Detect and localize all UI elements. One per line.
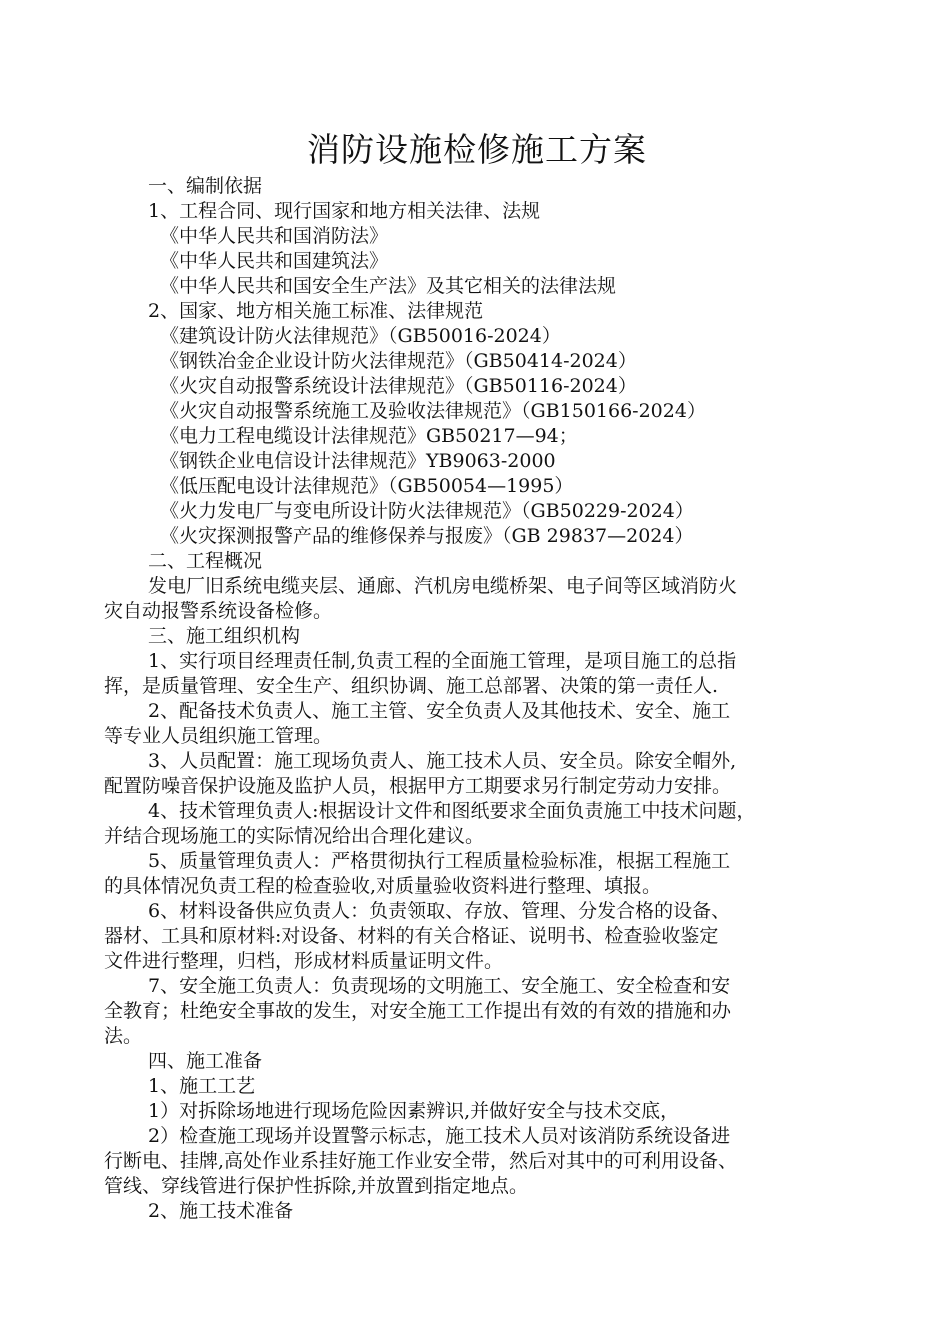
text-line: 2、国家、地方相关施工标准、法律规范 xyxy=(148,300,484,322)
text-line: 发电厂旧系统电缆夹层、通廊、汽机房电缆桥架、电子间等区域消防火 xyxy=(148,575,738,597)
text-line: 配置防噪音保护设施及监护人员，根据甲方工期要求另行制定劳动力安排。 xyxy=(104,775,732,797)
text-line: 管线、穿线管进行保护性拆除,并放置到指定地点。 xyxy=(104,1175,529,1197)
text-line: 《火灾自动报警系统施工及验收法律规范》（GB150166-2024） xyxy=(160,400,706,422)
text-line: 4、技术管理负责人:根据设计文件和图纸要求全面负责施工中技术问题， xyxy=(148,800,756,822)
text-line: 5、质量管理负责人：严格贯彻执行工程质量检验标准，根据工程施工 xyxy=(148,850,731,872)
text-line: 7、安全施工负责人：负责现场的文明施工、安全施工、安全检查和安 xyxy=(148,975,731,997)
text-line: 三、施工组织机构 xyxy=(148,625,301,647)
text-line: 《火灾探测报警产品的维修保养与报废》（GB 29837—2024） xyxy=(160,525,694,547)
text-line: 二、工程概况 xyxy=(148,550,263,572)
text-line: 《低压配电设计法律规范》（GB50054—1995） xyxy=(160,475,574,497)
text-line: 2）检查施工现场并设置警示标志，施工技术人员对该消防系统设备进 xyxy=(148,1125,731,1147)
text-line: 挥，是质量管理、安全生产、组织协调、施工总部署、决策的第一责任人. xyxy=(104,675,719,697)
text-line: 全教育；杜绝安全事故的发生，对安全施工工作提出有效的有效的措施和办 xyxy=(104,1000,732,1022)
text-line: 《火力发电厂与变电所设计防火法律规范》（GB50229-2024） xyxy=(160,500,694,522)
text-line: 3、人员配置：施工现场负责人、施工技术人员、安全员。除安全帽外, xyxy=(148,750,737,772)
text-line: 2、配备技术负责人、施工主管、安全负责人及其他技术、安全、施工 xyxy=(148,700,731,722)
text-line: 器材、工具和原材料:对设备、材料的有关合格证、说明书、检查验收鉴定 xyxy=(104,925,719,947)
text-line: 1）对拆除场地进行现场危险因素辨识,并做好安全与技术交底， xyxy=(148,1100,680,1122)
text-line: 6、材料设备供应负责人：负责领取、存放、管理、分发合格的设备、 xyxy=(148,900,731,922)
text-line: 一、编制依据 xyxy=(148,175,263,197)
text-line: 文件进行整理，归档，形成材料质量证明文件。 xyxy=(104,950,504,972)
text-line: 法。 xyxy=(104,1025,143,1047)
text-line: 并结合现场施工的实际情况给出合理化建议。 xyxy=(104,825,485,847)
text-line: 1、实行项目经理责任制,负责工程的全面施工管理，是项目施工的总指 xyxy=(148,650,737,672)
text-line: 1、施工工艺 xyxy=(148,1075,256,1097)
page-title: 消防设施检修施工方案 xyxy=(307,130,647,169)
text-line: 2、施工技术准备 xyxy=(148,1200,294,1222)
text-line: 《中华人民共和国建筑法》 xyxy=(160,250,389,272)
text-line: 灾自动报警系统设备检修。 xyxy=(104,600,333,622)
text-line: 《电力工程电缆设计法律规范》GB50217—94； xyxy=(160,425,578,447)
text-line: 1、工程合同、现行国家和地方相关法律、法规 xyxy=(148,200,541,222)
text-line: 《钢铁冶金企业设计防火法律规范》（GB50414-2024） xyxy=(160,350,637,372)
text-line: 四、施工准备 xyxy=(148,1050,263,1072)
text-line: 的具体情况负责工程的检查验收,对质量验收资料进行整理、填报。 xyxy=(104,875,662,897)
document-body xyxy=(104,174,850,1224)
text-line: 《建筑设计防火法律规范》（GB50016-2024） xyxy=(160,325,561,347)
text-line: 《钢铁企业电信设计法律规范》YB9063-2000 xyxy=(160,450,556,472)
text-line: 《中华人民共和国安全生产法》及其它相关的法律法规 xyxy=(160,275,617,297)
text-line: 《中华人民共和国消防法》 xyxy=(160,225,389,247)
text-line: 行断电、挂牌,高处作业系挂好施工作业安全带，然后对其中的可利用设备、 xyxy=(104,1150,738,1172)
text-line: 《火灾自动报警系统设计法律规范》（GB50116-2024） xyxy=(160,375,637,397)
text-line: 等专业人员组织施工管理。 xyxy=(104,725,333,747)
